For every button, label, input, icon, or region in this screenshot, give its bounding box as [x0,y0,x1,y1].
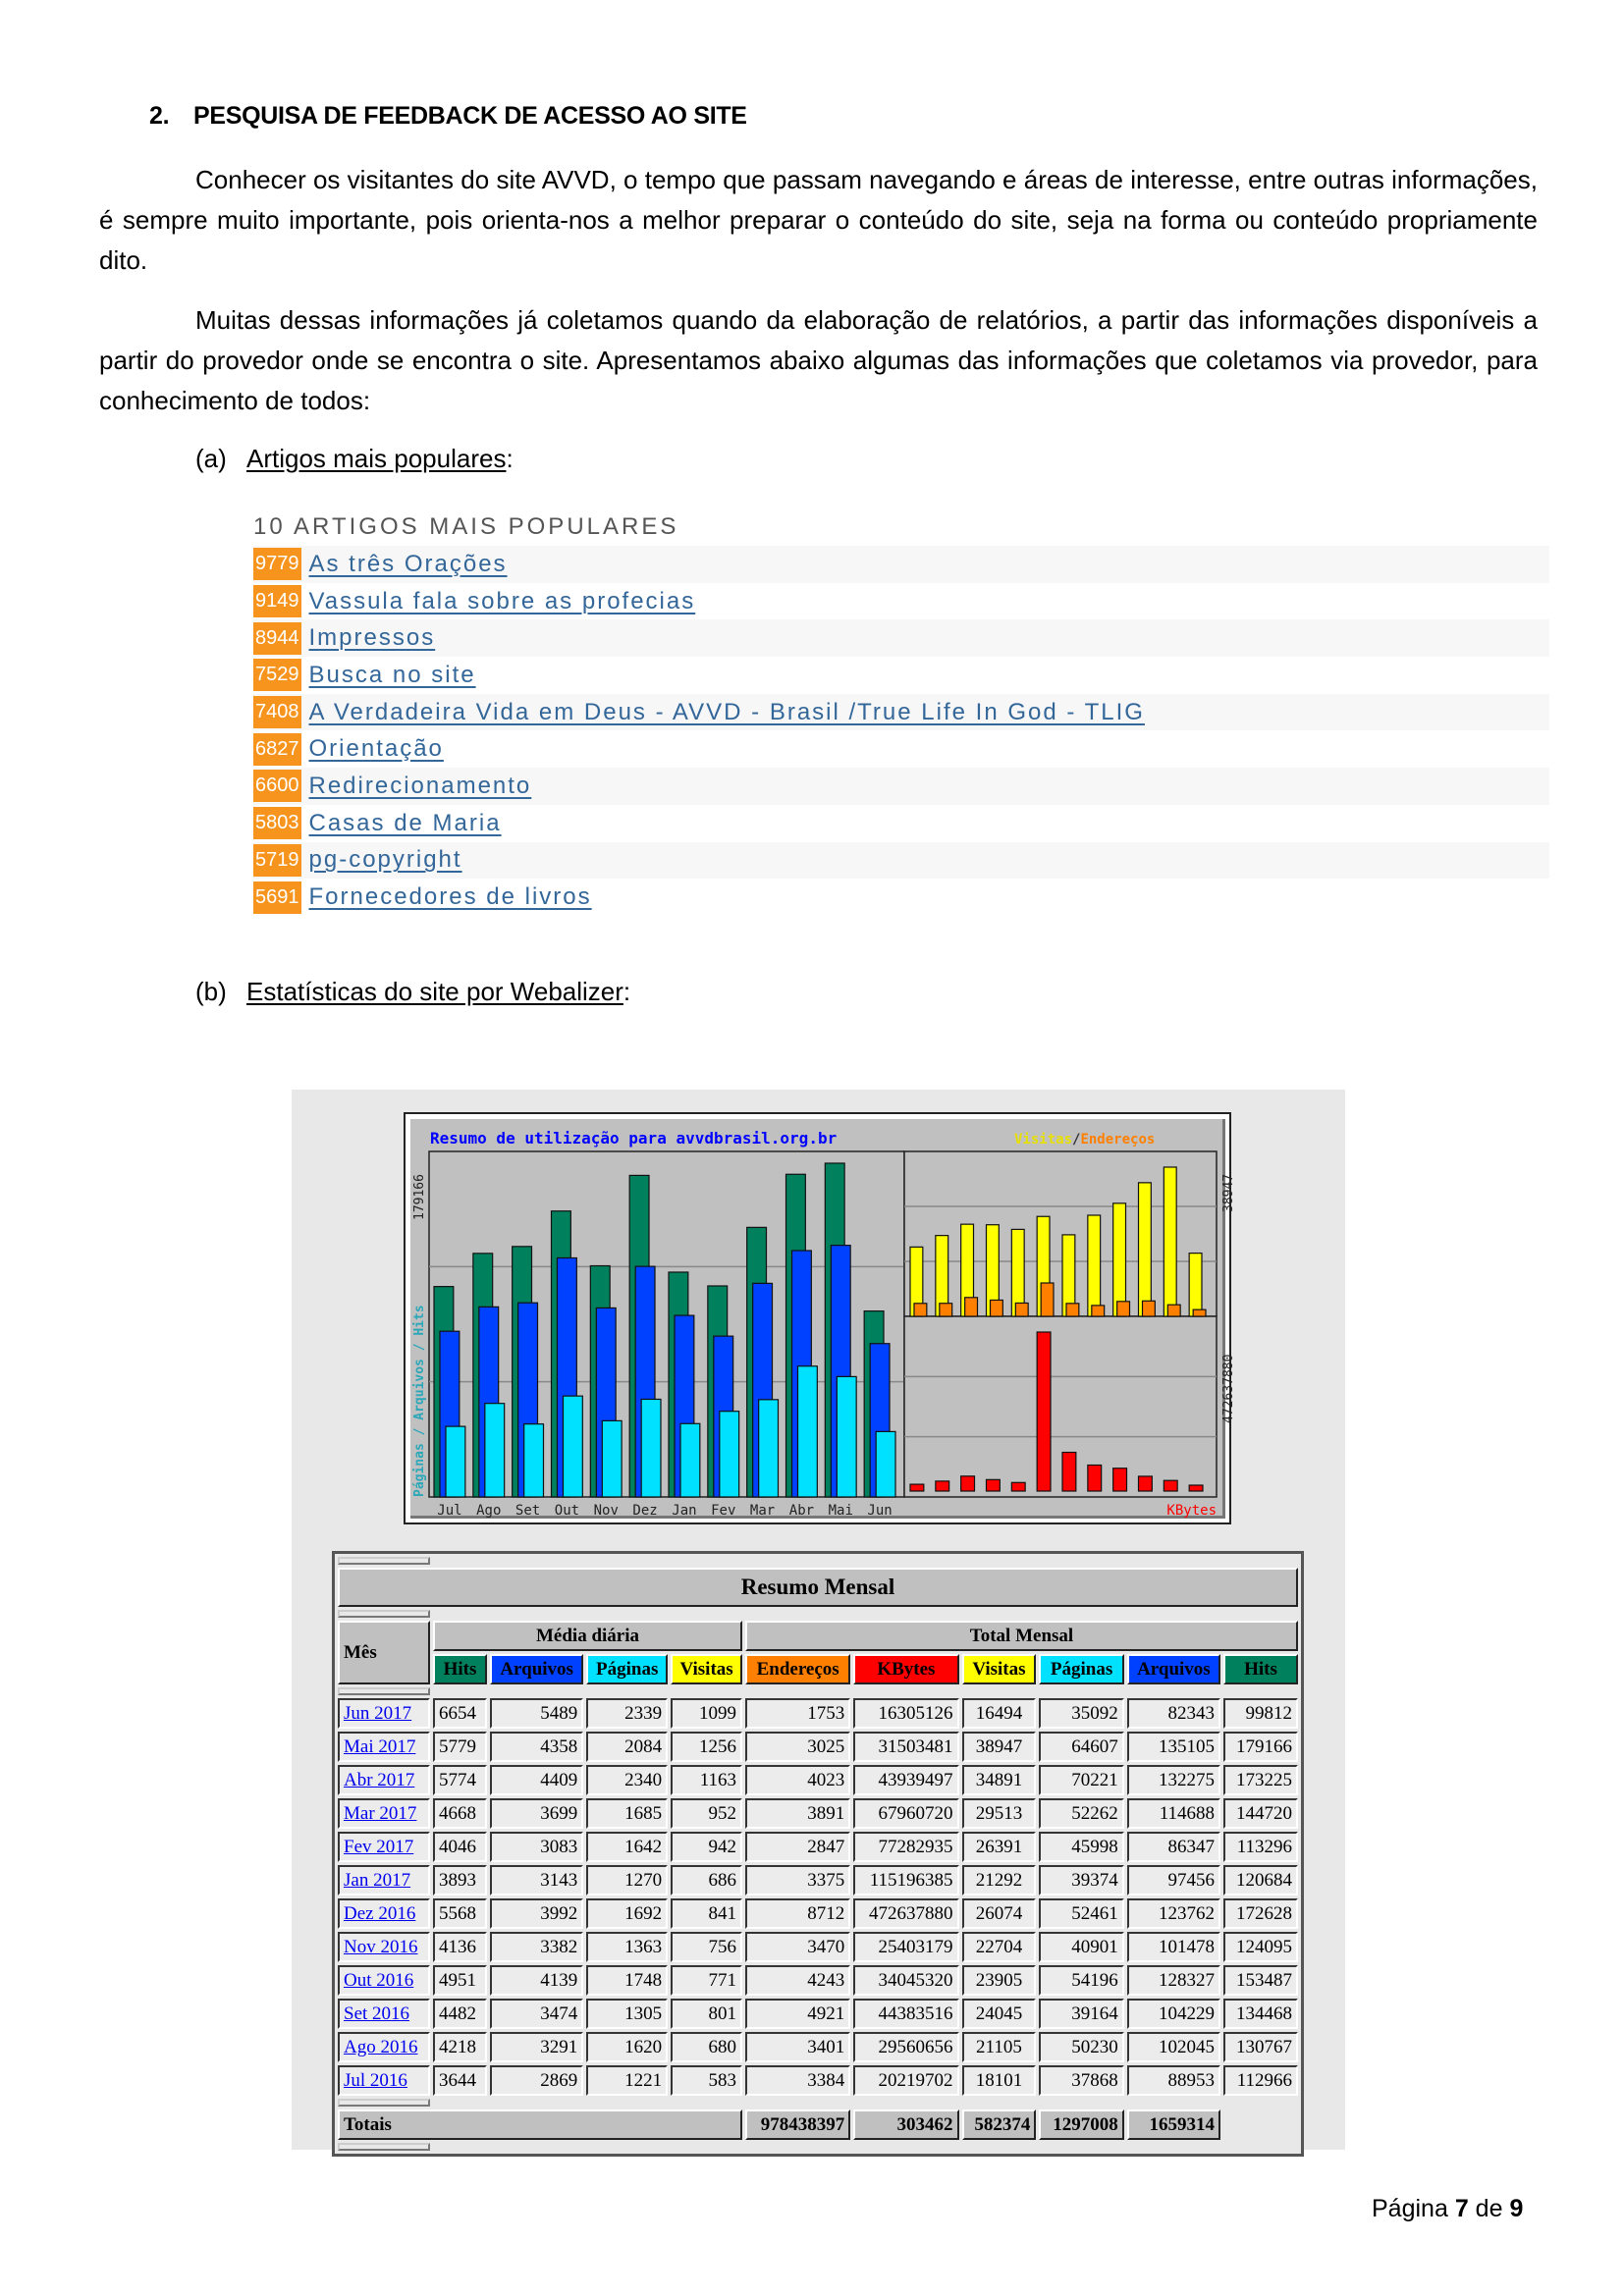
sites-bar [1041,1283,1054,1316]
month-row [338,1732,1298,1762]
article-link[interactable]: A Verdadeira Vida em Deus - AVVD - Brasil /True Life In God - TLIG [308,698,1145,725]
monthly-table-title: Resumo Mensal [338,1568,1298,1607]
kbytes-label: KBytes [1166,1503,1217,1519]
table-cell: 29513 [962,1798,1037,1829]
daily-col-header: Páginas [586,1654,668,1684]
table-cell: 4668 [433,1798,487,1829]
table-cell: 31503481 [853,1732,958,1762]
table-cell: 130767 [1223,2032,1298,2062]
month-row [338,1698,1298,1729]
table-cell: 3143 [490,1865,583,1896]
table-cell: 4409 [490,1765,583,1795]
article-link[interactable]: Fornecedores de livros [308,883,592,911]
visits-bar [1088,1215,1101,1316]
table-cell: 77282935 [853,1832,958,1862]
section-heading [149,102,747,131]
table-cell: 26074 [962,1898,1037,1929]
month-link[interactable]: Ago 2016 [344,2036,418,2057]
kbytes-bar [961,1476,975,1491]
popular-article-row [253,619,1549,657]
x-tick-label: Nov [593,1503,619,1519]
page-footer: Página 7 de 9 [1372,2195,1524,2222]
table-cell: 3893 [433,1865,487,1896]
table-cell: 39374 [1039,1865,1123,1896]
table-cell: 3401 [745,2032,850,2062]
table-cell: 153487 [1223,1965,1298,1996]
pages-bar [720,1412,739,1497]
table-cell: 113296 [1223,1832,1298,1862]
table-cell: 120684 [1223,1865,1298,1896]
table-cell: 29560656 [853,2032,958,2062]
monthly-summary-table [332,1551,1304,2157]
table-cell: 26391 [962,1832,1037,1862]
usage-chart [404,1112,1236,1524]
view-count-badge: 5691 [253,881,301,914]
table-cell: 173225 [1223,1765,1298,1795]
total-col-header: Hits [1223,1654,1298,1684]
total-cell: 1297008 [1039,2109,1123,2140]
total-col-header: Visitas [962,1654,1037,1684]
chart-title: Resumo de utilização para avvdbrasil.org.br [430,1129,838,1148]
table-cell: 1620 [586,2032,668,2062]
table-cell: 21292 [962,1865,1037,1896]
total-col-header: Páginas [1039,1654,1123,1684]
sites-bar [1167,1305,1180,1316]
subsection-a: (a) Artigos mais populares: [195,444,514,473]
article-link[interactable]: Impressos [308,624,436,652]
popular-article-row [253,657,1549,694]
month-link[interactable]: Mai 2017 [344,1735,416,1757]
x-tick-label: Jul [437,1503,462,1519]
kbytes-bar [987,1479,1001,1491]
table-cell: 1685 [586,1798,668,1829]
sites-bar [1066,1304,1079,1316]
month-link[interactable]: Out 2016 [344,1969,414,1991]
section-number: 2. [149,102,170,130]
daily-col-header: Arquivos [490,1654,583,1684]
table-cell: 4139 [490,1965,583,1996]
table-cell: 771 [671,1965,742,1996]
view-count-badge: 9779 [253,548,301,580]
visits-bar [1189,1254,1202,1316]
table-cell: 5568 [433,1898,487,1929]
table-cell: 952 [671,1798,742,1829]
table-cell: 114688 [1127,1798,1220,1829]
x-tick-label: Out [554,1503,580,1519]
table-cell: 70221 [1039,1765,1123,1795]
table-cell: 2339 [586,1698,668,1729]
table-cell: 5489 [490,1698,583,1729]
table-cell: 123762 [1127,1898,1220,1929]
article-link[interactable]: Busca no site [308,661,476,688]
popular-article-row [253,805,1549,842]
daily-col-header: Hits [433,1654,487,1684]
article-link[interactable]: Orientação [308,735,444,763]
kbytes-bar [1037,1332,1051,1491]
table-cell: 8712 [745,1898,850,1929]
legend-visits: Visitas [1014,1132,1073,1148]
visits-bar [1164,1167,1176,1316]
view-count-badge: 7529 [253,659,301,691]
table-cell: 2869 [490,2065,583,2096]
table-cell: 22704 [962,1932,1037,1962]
view-count-badge: 6827 [253,733,301,766]
table-cell: 39164 [1039,1999,1123,2029]
visits-bar [1113,1203,1126,1316]
month-link[interactable]: Jun 2017 [344,1702,412,1724]
x-tick-label: Fev [711,1503,736,1519]
daily-average-header: Média diária [433,1621,742,1651]
month-link[interactable]: Set 2016 [344,2002,410,2024]
table-cell: 50230 [1039,2032,1123,2062]
month-link[interactable]: Dez 2016 [344,1902,416,1924]
article-link[interactable]: Casas de Maria [308,809,502,836]
table-cell: 4243 [745,1965,850,1996]
popular-articles-list [253,508,1549,916]
table-cell: 179166 [1223,1732,1298,1762]
month-row [338,2032,1298,2062]
sites-bar [914,1304,927,1316]
popular-article-row [253,546,1549,583]
view-count-badge: 5803 [253,807,301,839]
month-header: Mês [338,1621,430,1684]
month-link[interactable]: Mar 2017 [344,1802,417,1824]
table-cell: 38947 [962,1732,1037,1762]
table-cell: 1642 [586,1832,668,1862]
month-row [338,1765,1298,1795]
sites-bar [1117,1302,1130,1316]
x-tick-label: Set [514,1503,541,1519]
popular-article-row [253,730,1549,768]
article-link[interactable]: As três Orações [308,550,508,577]
pages-bar [759,1400,779,1497]
pages-bar [837,1376,856,1497]
article-link[interactable]: pg-copyright [308,846,462,874]
pages-bar [524,1424,544,1497]
table-cell: 3992 [490,1898,583,1929]
total-pages: 9 [1509,2195,1524,2222]
table-cell: 3375 [745,1865,850,1896]
table-cell: 942 [671,1832,742,1862]
table-cell: 4358 [490,1732,583,1762]
view-count-badge: 8944 [253,622,301,655]
popular-article-row [253,842,1549,880]
popular-article-row [253,879,1549,916]
table-cell: 3384 [745,2065,850,2096]
table-cell: 37868 [1039,2065,1123,2096]
month-link[interactable]: Fev 2017 [344,1836,414,1857]
table-cell: 34891 [962,1765,1037,1795]
table-cell: 2340 [586,1765,668,1795]
usage-chart-svg [406,1114,1236,1522]
table-cell: 4023 [745,1765,850,1795]
table-cell: 801 [671,1999,742,2029]
table-cell: 52262 [1039,1798,1123,1829]
daily-col-header: Visitas [671,1654,742,1684]
sites-bar [1015,1303,1028,1316]
x-tick-label: Mai [828,1503,853,1519]
kbytes-bar [1113,1468,1127,1491]
kbytes-bar [1062,1453,1076,1491]
monthly-total-header: Total Mensal [745,1621,1298,1651]
table-cell: 112966 [1223,2065,1298,2096]
table-cell: 3699 [490,1798,583,1829]
total-col-header: Endereços [745,1654,850,1684]
x-tick-label: Abr [788,1503,815,1519]
table-cell: 86347 [1127,1832,1220,1862]
table-cell: 3891 [745,1798,850,1829]
table-cell: 3382 [490,1932,583,1962]
subsection-b-title: Estatísticas do site por Webalizer [246,977,623,1006]
table-cell: 44383516 [853,1999,958,2029]
x-tick-label: Dez [632,1503,658,1519]
table-cell: 35092 [1039,1698,1123,1729]
table-cell: 472637880 [853,1898,958,1929]
total-cell: 303462 [853,2109,958,2140]
table-cell: 128327 [1127,1965,1220,1996]
table-cell: 1256 [671,1732,742,1762]
table-cell: 4136 [433,1932,487,1962]
table-cell: 18101 [962,2065,1037,2096]
article-link[interactable]: Vassula fala sobre as profecias [308,587,696,614]
table-cell: 1305 [586,1999,668,2029]
pages-bar [446,1426,465,1497]
table-cell: 144720 [1223,1798,1298,1829]
visits-bar [1139,1183,1152,1316]
view-count-badge: 5719 [253,844,301,877]
month-link[interactable]: Abr 2017 [344,1769,415,1790]
table-cell: 1753 [745,1698,850,1729]
pages-bar [876,1431,895,1497]
kbytes-panel [904,1316,1217,1497]
sites-bar [940,1304,952,1316]
month-row [338,1898,1298,1929]
table-cell: 6654 [433,1698,487,1729]
view-count-badge: 6600 [253,770,301,802]
month-link[interactable]: Jan 2017 [344,1869,411,1891]
table-cell: 24045 [962,1999,1037,2029]
table-cell: 1363 [586,1932,668,1962]
table-cell: 52461 [1039,1898,1123,1929]
table-cell: 64607 [1039,1732,1123,1762]
table-cell: 40901 [1039,1932,1123,1962]
kbytes-bar [1011,1482,1025,1491]
table-cell: 124095 [1223,1932,1298,1962]
month-row [338,1798,1298,1829]
month-link[interactable]: Nov 2016 [344,1936,418,1957]
left-ymax-label: 179166 [412,1174,427,1220]
table-cell: 172628 [1223,1898,1298,1929]
kbytes-ymax-label: 472637880 [1221,1354,1236,1423]
view-count-badge: 9149 [253,585,301,617]
table-cell: 1270 [586,1865,668,1896]
kbytes-bar [1139,1476,1153,1491]
pages-bar [680,1423,700,1497]
table-cell: 45998 [1039,1832,1123,1862]
table-cell: 1692 [586,1898,668,1929]
pages-bar [641,1399,661,1497]
month-row [338,1932,1298,1962]
total-col-header: Arquivos [1127,1654,1220,1684]
visits-ymax-label: 38947 [1221,1173,1236,1212]
table-cell: 2847 [745,1832,850,1862]
total-cell: 978438397 [745,2109,850,2140]
kbytes-bar [1164,1480,1177,1491]
sites-bar [1092,1306,1105,1316]
pages-bar [564,1396,583,1497]
table-cell: 99812 [1223,1698,1298,1729]
table-cell: 115196385 [853,1865,958,1896]
table-cell: 4218 [433,2032,487,2062]
table-cell: 5779 [433,1732,487,1762]
month-row [338,1999,1298,2029]
subsection-a-title: Artigos mais populares [246,444,507,473]
table-cell: 3291 [490,2032,583,2062]
x-tick-label: Jun [867,1503,893,1519]
table-cell: 102045 [1127,2032,1220,2062]
table-cell: 3025 [745,1732,850,1762]
provider-paragraph: Muitas dessas informações já coletamos quando da elaboração de relatórios, a partir das informações disponíveis a partir do provedor onde se encontra o site. Apresentamos abaixo algumas das informações que coletamos via provedor, para conhecimento de todos: [99,305,1538,415]
table-cell: 34045320 [853,1965,958,1996]
table-cell: 583 [671,2065,742,2096]
kbytes-bar [1189,1485,1203,1491]
kbytes-bar [910,1484,924,1491]
table-cell: 756 [671,1932,742,1962]
table-cell: 134468 [1223,1999,1298,2029]
view-count-badge: 7408 [253,696,301,728]
current-page: 7 [1454,2195,1469,2222]
article-link[interactable]: Redirecionamento [308,772,532,799]
table-cell: 54196 [1039,1965,1123,1996]
table-cell: 4046 [433,1832,487,1862]
total-col-header: KBytes [853,1654,958,1684]
popular-list-title: 10 ARTIGOS MAIS POPULARES [253,513,679,540]
left-ylabel: Páginas / Arquivos / Hits [412,1305,427,1497]
legend-sites: Endereços [1080,1132,1156,1148]
month-row [338,2065,1298,2096]
popular-article-row [253,768,1549,805]
totals-label: Totais [338,2109,742,2140]
table-cell: 1748 [586,1965,668,1996]
table-cell: 25403179 [853,1932,958,1962]
table-cell: 82343 [1127,1698,1220,1729]
table-cell: 3474 [490,1999,583,2029]
total-cell: 1659314 [1127,2109,1220,2140]
table-cell: 680 [671,2032,742,2062]
sites-bar [991,1300,1003,1316]
table-cell: 16494 [962,1698,1037,1729]
popular-article-row [253,583,1549,620]
table-cell: 101478 [1127,1932,1220,1962]
table-cell: 3470 [745,1932,850,1962]
table-cell: 3644 [433,2065,487,2096]
table-cell: 23905 [962,1965,1037,1996]
intro-paragraph: Conhecer os visitantes do site AVVD, o tempo que passam navegando e áreas de interesse, entre outras informações, é sempre muito importante, pois orienta-nos a melhor preparar o conteúdo do site, seja na forma ou conteúdo propriamente dito. [99,165,1538,275]
table-cell: 4482 [433,1999,487,2029]
table-cell: 1221 [586,2065,668,2096]
table-cell: 4921 [745,1999,850,2029]
subsection-b: (b) Estatísticas do site por Webalizer: [195,977,631,1006]
x-tick-label: Jan [672,1503,697,1519]
table-cell: 43939497 [853,1765,958,1795]
pages-bar [485,1404,505,1497]
x-tick-label: Ago [476,1503,502,1519]
legend-visits-sites: Visitas/Endereços [1014,1132,1156,1148]
sites-bar [1143,1301,1156,1316]
total-cell: 582374 [962,2109,1037,2140]
table-cell: 3083 [490,1832,583,1862]
popular-article-row [253,694,1549,731]
kbytes-bar [1088,1466,1102,1491]
section-title: PESQUISA DE FEEDBACK DE ACESSO AO SITE [193,102,747,130]
table-cell: 1099 [671,1698,742,1729]
pages-bar [602,1420,622,1497]
sites-bar [965,1298,978,1316]
table-cell: 16305126 [853,1698,958,1729]
table-cell: 97456 [1127,1865,1220,1896]
table-cell: 132275 [1127,1765,1220,1795]
table-cell: 104229 [1127,1999,1220,2029]
table-cell: 21105 [962,2032,1037,2062]
month-link[interactable]: Jul 2016 [344,2069,407,2091]
table-cell: 686 [671,1865,742,1896]
month-row [338,1832,1298,1862]
table-cell: 1163 [671,1765,742,1795]
kbytes-bar [936,1481,949,1491]
table-cell: 20219702 [853,2065,958,2096]
table-cell: 135105 [1127,1732,1220,1762]
table-cell: 67960720 [853,1798,958,1829]
table-cell: 2084 [586,1732,668,1762]
table-cell: 841 [671,1898,742,1929]
webalizer-screenshot [292,1090,1345,2150]
pages-bar [798,1366,818,1497]
sites-bar [1193,1309,1206,1316]
x-tick-label: Mar [749,1503,776,1519]
table-cell: 88953 [1127,2065,1220,2096]
table-cell: 4951 [433,1965,487,1996]
month-row [338,1965,1298,1996]
month-row [338,1865,1298,1896]
table-cell: 5774 [433,1765,487,1795]
